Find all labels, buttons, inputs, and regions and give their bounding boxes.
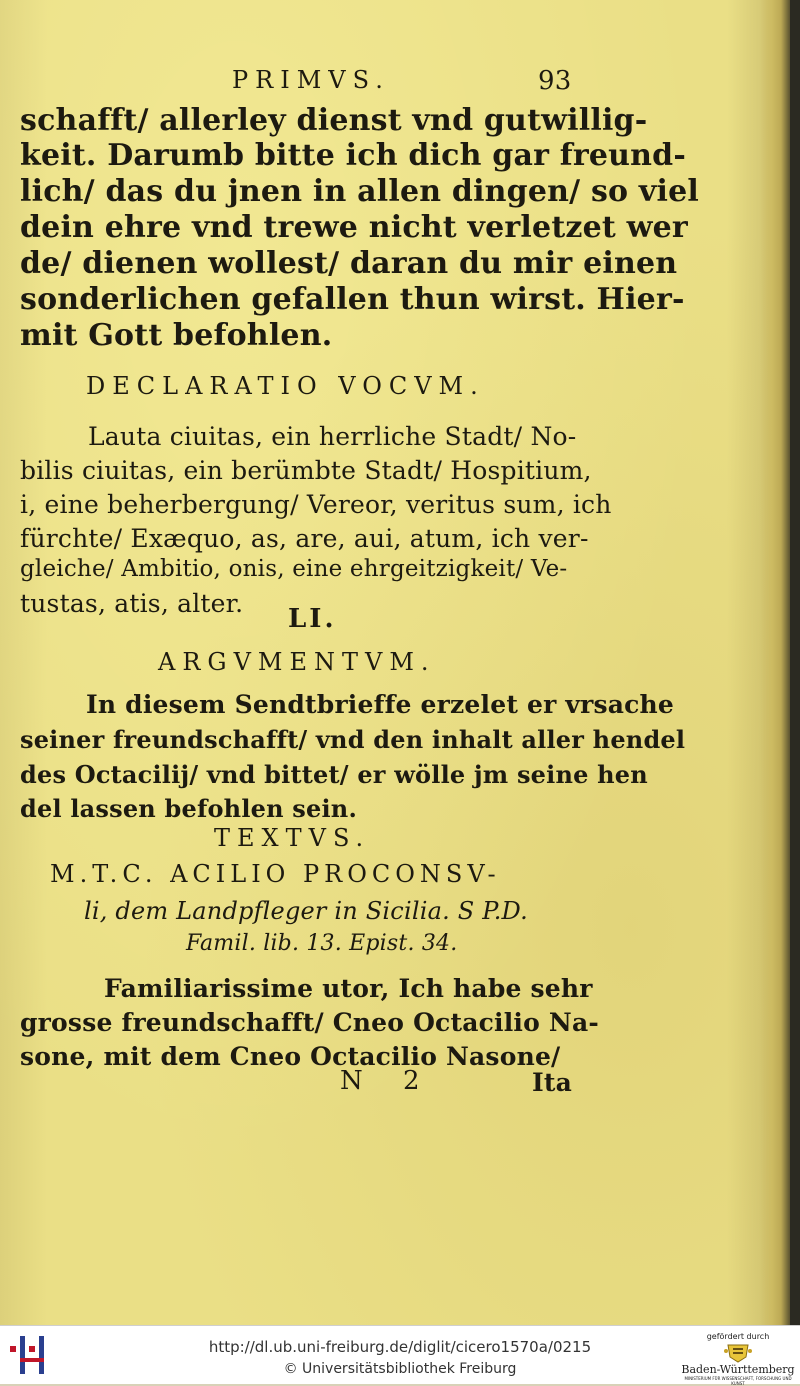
running-title: PRIMVS. bbox=[232, 66, 390, 94]
letter-line-3: lich/ das du jnen in allen dingen/ so viel bbox=[20, 174, 700, 209]
declaratio-line-5: gleiche/ Ambitio, onis, eine ehrgeitzigkeit/ Ve- bbox=[20, 556, 568, 582]
sponsor-ministry: MINISTERIUM FÜR WISSENSCHAFT, FORSCHUNG UND KUNST bbox=[684, 1376, 792, 1386]
argumentum-line-3: des Octacilij/ vnd bittet/ er wölle jm seine hen bbox=[20, 760, 648, 789]
copyright-notice: © Universitätsbibliothek Freiburg bbox=[283, 1361, 517, 1377]
salutation-line-1: M.T.C. ACILIO PROCONSV- bbox=[50, 860, 501, 888]
viewer-footer bbox=[0, 1325, 800, 1384]
salutation-line-3: Famil. lib. 13. Epist. 34. bbox=[186, 931, 458, 956]
permalink[interactable]: http://dl.ub.uni-freiburg.de/diglit/cicero1570a/0215 bbox=[208, 1338, 592, 1356]
declaratio-heading: DECLARATIO VOCVM. bbox=[86, 372, 485, 400]
declaratio-line-1: Lauta ciuitas, ein herrliche Stadt/ No- bbox=[88, 422, 577, 451]
catchword: Ita bbox=[532, 1068, 573, 1097]
sponsor-name: Baden-Württemberg bbox=[681, 1363, 795, 1376]
salutation-line-2: li, dem Landpfleger in Sicilia. S P.D. bbox=[84, 897, 528, 925]
letter-line-5: de/ dienen wollest/ daran du mir einen bbox=[20, 246, 678, 281]
textus-line-3: sone, mit dem Cneo Octacilio Nasone/ bbox=[20, 1042, 561, 1071]
declaratio-line-4: fürchte/ Exæquo, as, are, aui, atum, ich ver- bbox=[20, 524, 589, 553]
letter-line-6: sonderlichen gefallen thun wirst. Hier- bbox=[20, 282, 685, 317]
sponsor-logo bbox=[680, 1332, 796, 1386]
letter-number: LI. bbox=[288, 604, 337, 634]
coat-of-arms-icon bbox=[724, 1341, 752, 1363]
page-edge bbox=[760, 0, 790, 1325]
letter-line-2: keit. Darumb bitte ich dich gar freund- bbox=[20, 138, 686, 173]
argumentum-line-2: seiner freundschafft/ vnd den inhalt aller hendel bbox=[20, 725, 686, 754]
signature-mark: N 2 bbox=[340, 1066, 436, 1096]
letter-line-1: schafft/ allerley dienst vnd gutwillig- bbox=[20, 103, 648, 138]
letter-line-7: mit Gott befohlen. bbox=[20, 318, 333, 353]
declaratio-line-2: bilis ciuitas, ein berümbte Stadt/ Hospitium, bbox=[20, 456, 592, 485]
textus-heading: TEXTVS. bbox=[214, 824, 371, 852]
textus-line-2: grosse freundschafft/ Cneo Octacilio Na- bbox=[20, 1008, 599, 1037]
sponsor-label: gefördert durch bbox=[706, 1332, 770, 1341]
argumentum-heading: ARGVMENTVM. bbox=[158, 648, 436, 676]
letter-line-4: dein ehre vnd trewe nicht verletzet wer bbox=[20, 210, 688, 245]
page-number: 93 bbox=[538, 66, 572, 96]
textus-line-1: Familiarissime utor, Ich habe sehr bbox=[104, 974, 593, 1003]
argumentum-line-1: In diesem Sendtbrieffe erzelet er vrsache bbox=[86, 690, 675, 719]
declaratio-line-3: i, eine beherbergung/ Vereor, veritus sum, ich bbox=[20, 490, 612, 519]
declaratio-line-6: tustas, atis, alter. bbox=[20, 589, 244, 618]
argumentum-line-4: del lassen befohlen sein. bbox=[20, 794, 358, 823]
